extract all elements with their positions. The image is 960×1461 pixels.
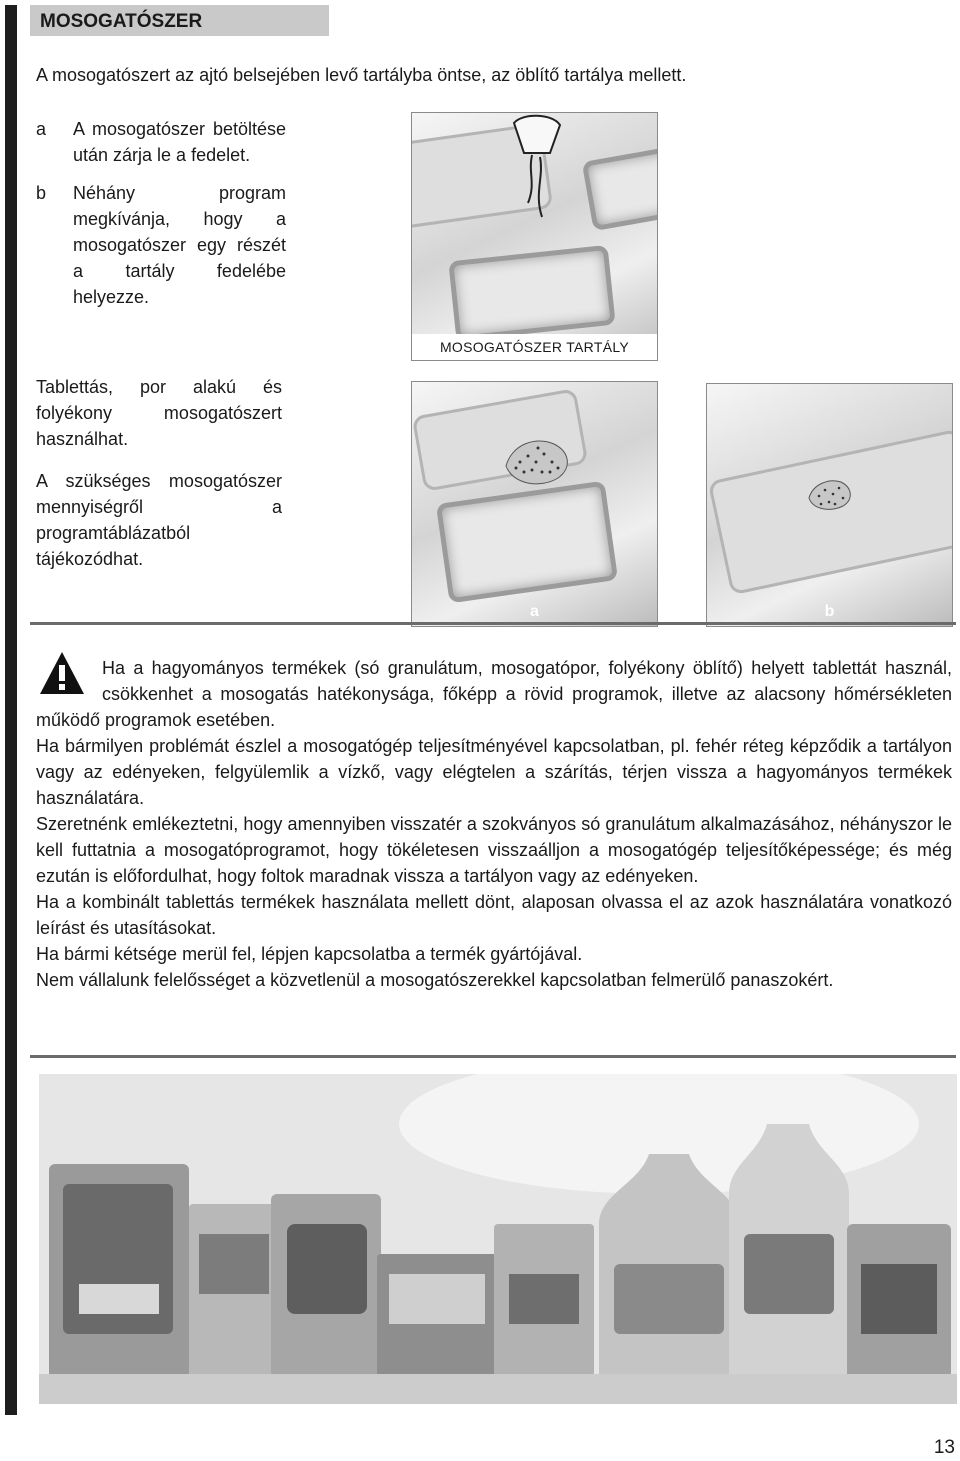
warning-icon-space [36,655,102,705]
warning-paragraph-5: Ha bármi kétsége merül fel, lépjen kapcsolatba a termék gyártójával. [36,944,583,964]
dispenser-photo [411,112,658,361]
detergent-powder-icon [805,474,855,514]
detergent-powder-icon [502,432,574,492]
page-number: 13 [933,1437,955,1458]
section-title: MOSOGATÓSZER [30,5,329,36]
detergent-pour-icon [502,113,572,233]
list-item [36,116,286,168]
detergent-packages-illustration [39,1074,957,1404]
dosage-info-text: A szükséges mosogatószer mennyiségről a programtáblázatból tájékozódhat. [36,471,282,569]
intro-text: A mosogatószert az ajtó belsejében levő tartályba öntse, az öblítő tartálya mellett. [36,65,687,85]
step-letter-a: a [36,119,47,139]
warning-section [36,655,952,993]
figure-a-label: a [530,603,539,620]
step-text-a: A mosogatószer betöltése után zárja le a fedelet. [73,119,286,165]
tablet-info-text: Tablettás, por alakú és folyékony mosogatószert használhat. [36,377,282,449]
figure-b-photo [706,383,953,627]
steps-list [36,116,286,310]
warning-paragraph-2: Ha bármilyen problémát észlel a mosogatógép teljesítményével kapcsolatban, pl. fehér réteg képződik a tartályon vagy az edényeken, felgyülemlik a vízkő, vagy elégtelen a szárítás, térjen vissza a hagyományos termékek használatára. [36,736,952,808]
figure-a-photo [411,381,658,627]
step-letter-b: b [36,183,47,203]
warning-paragraph-4: Ha a kombinált tablettás termékek használata mellett dönt, alaposan olvassa el az azok használatára vonatkozó leírást és utasításokat. [36,892,952,938]
figure-caption: MOSOGATÓSZER TARTÁLY [412,334,657,360]
warning-paragraph-1: Ha a hagyományos termékek (só granulátum, mosogatópor, folyékony öblítő) helyett tablettát használ, csökkenhet a mosogatás hatékonysága, főképp a rövid programok, illetve az alacsony hőmérsékleten működő programok esetében. [36,658,952,730]
warning-paragraph-3: Szeretnénk emlékeztetni, hogy amennyiben visszatér a szokványos só granulátum alkalmazásához, néhányszor le kell futtatnia a mosogatóprogramot, hogy tökéletesen visszaálljon a mosogatógép teljesítőképessége; és még ezután is előfordulhat, hogy foltok maradnak vissza a tartályon vagy az edényeken. [36,814,952,886]
rinse-aid-compartment [582,145,658,231]
dispenser-tray [436,481,618,604]
dispenser-tray [448,245,615,341]
warning-paragraph-6: Nem vállalunk felelősséget a közvetlenül a mosogatószerekkel kapcsolatban felmerülő panaszokért. [36,970,834,990]
list-item [36,180,286,310]
figure-b-label: b [824,603,835,620]
detergent-products-photo [39,1074,957,1404]
divider-bottom [30,1055,956,1058]
step-text-b: Néhány program megkívánja, hogy a mosogatószer egy részét a tartály fedelébe helyezze. [73,183,286,307]
margin-bar [5,5,17,1415]
divider-top [30,622,956,625]
